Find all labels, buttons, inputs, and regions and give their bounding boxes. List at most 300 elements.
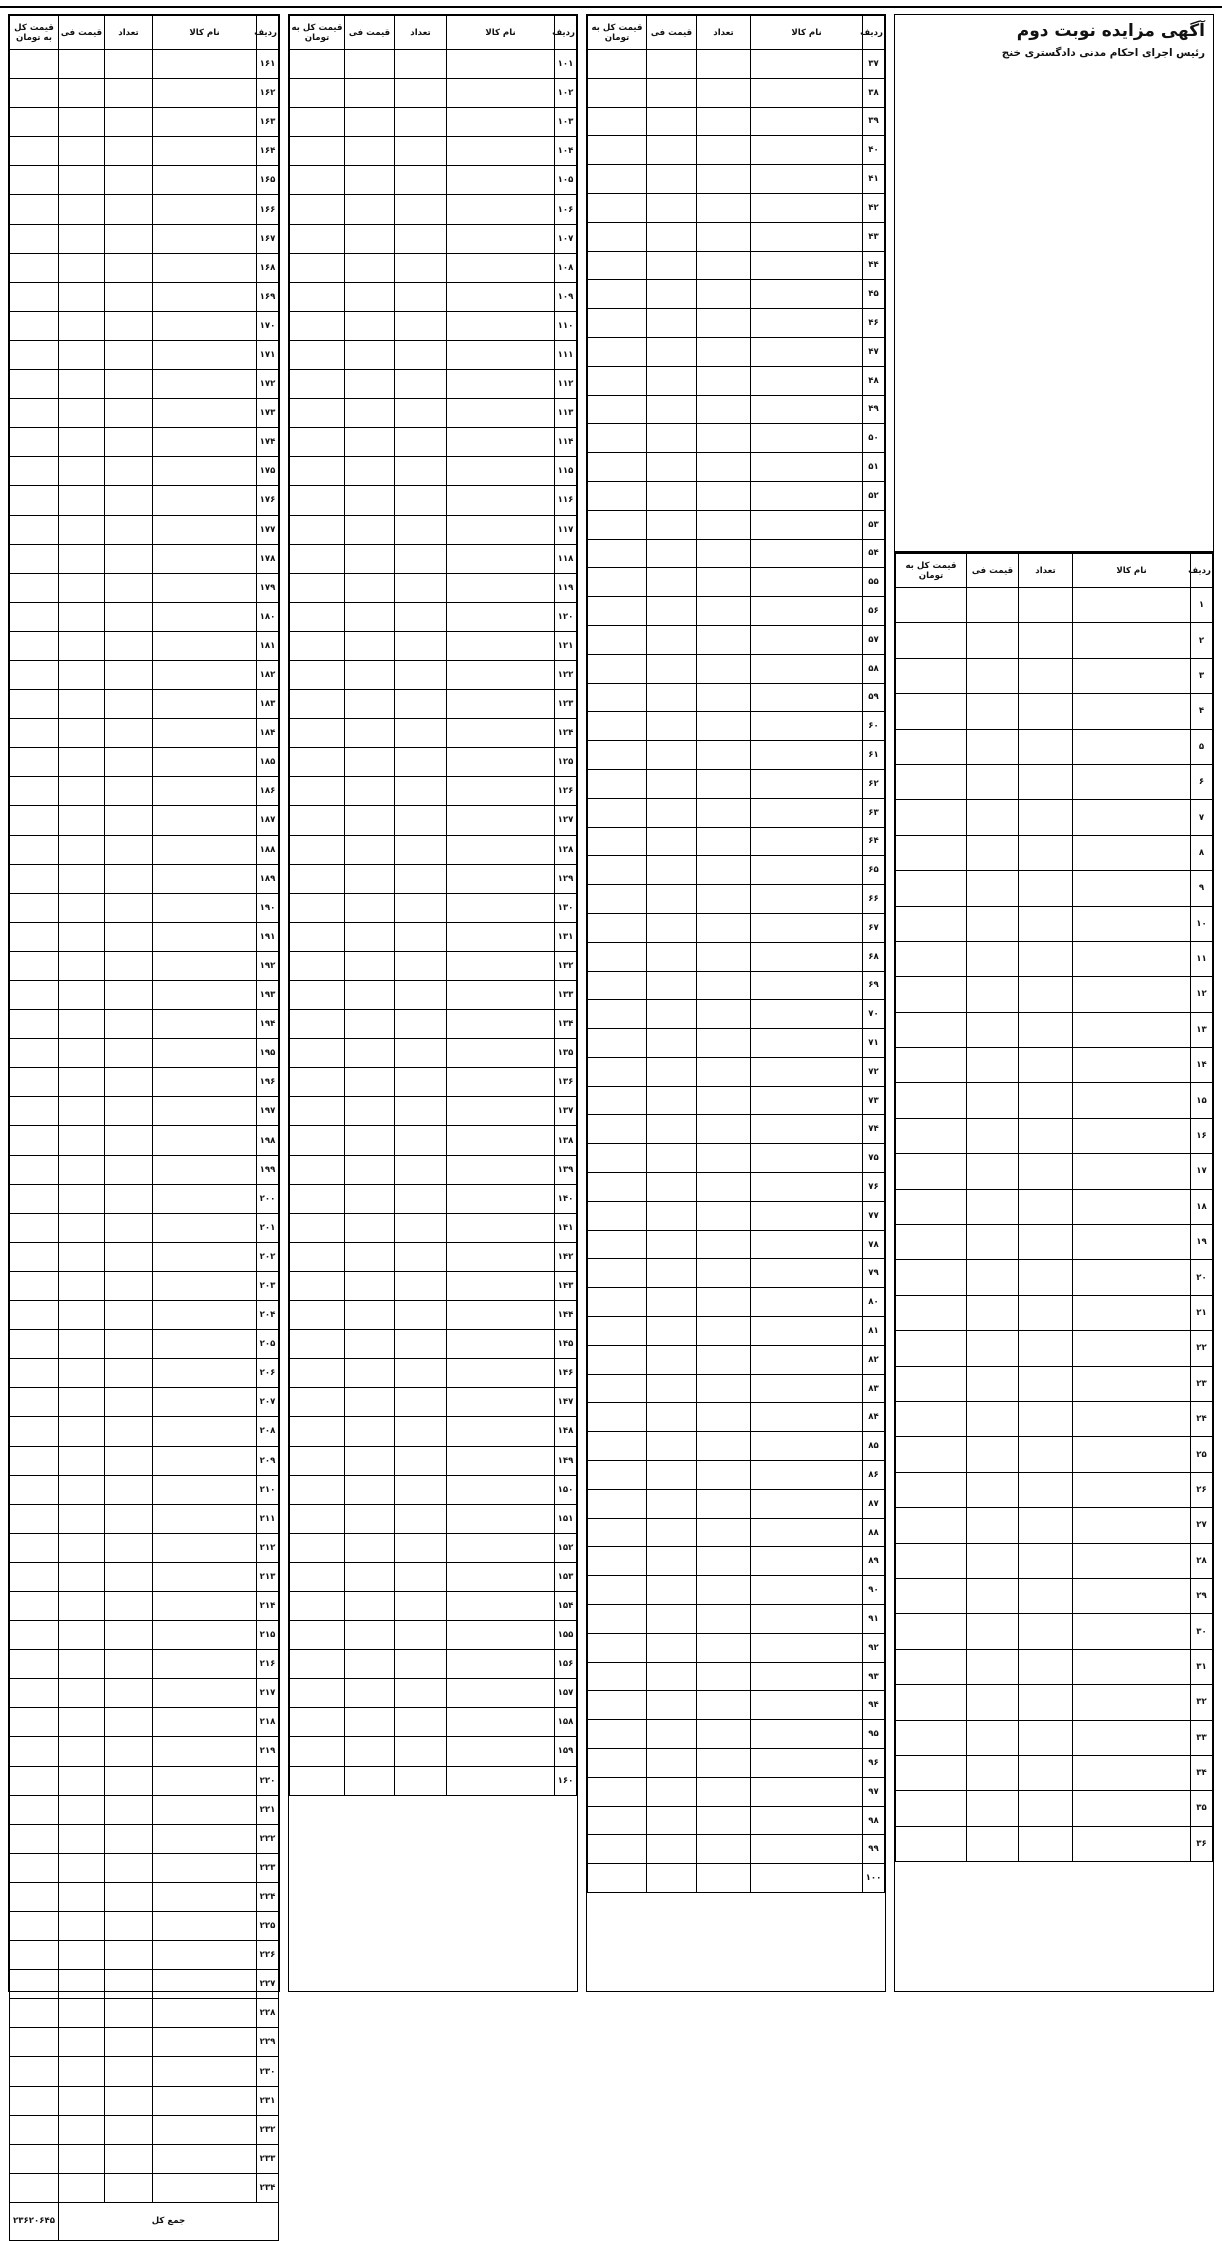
item-unit-price (59, 835, 105, 864)
table-row (588, 856, 885, 885)
item-total-price (290, 1766, 345, 1795)
item-total-price (896, 835, 967, 870)
item-name (153, 1301, 257, 1330)
item-unit-price (967, 1225, 1019, 1260)
item-total-price (290, 1271, 345, 1300)
row-number: ۱۱ (1191, 941, 1213, 976)
item-unit-price (345, 1708, 395, 1737)
row-number: ۲۰۰ (257, 1184, 279, 1213)
item-qty (395, 457, 447, 486)
grand-total-value: ۲۳۶۲۰۶۴۵ (10, 2202, 59, 2240)
item-total-price (10, 1068, 59, 1097)
item-name (447, 137, 555, 166)
item-unit-price (59, 2115, 105, 2144)
item-name (1073, 588, 1191, 623)
item-name (1073, 1578, 1191, 1613)
item-total-price (290, 1446, 345, 1475)
item-total-price (588, 1691, 647, 1720)
row-number: ۱۲۵ (555, 748, 577, 777)
item-qty (697, 1115, 751, 1144)
item-name (447, 1533, 555, 1562)
row-number: ۸۲ (863, 1345, 885, 1374)
item-total-price (10, 1562, 59, 1591)
item-unit-price (345, 1446, 395, 1475)
item-total-price (10, 282, 59, 311)
item-total-price (290, 1301, 345, 1330)
row-number: ۱۶۰ (555, 1766, 577, 1795)
item-qty (1019, 1472, 1073, 1507)
item-unit-price (647, 1749, 697, 1778)
item-total-price (10, 981, 59, 1010)
item-unit-price (345, 1417, 395, 1446)
item-total-price (588, 1749, 647, 1778)
row-number: ۱۲۱ (555, 631, 577, 660)
item-unit-price (59, 1388, 105, 1417)
row-number: ۱۷۳ (257, 399, 279, 428)
table-row (290, 1475, 577, 1504)
table-row (588, 827, 885, 856)
item-total-price (10, 1621, 59, 1650)
column-notice (894, 14, 1214, 1992)
item-name (447, 195, 555, 224)
item-total-price (10, 1301, 59, 1330)
item-qty (105, 486, 153, 515)
item-total-price (10, 1242, 59, 1271)
item-qty (395, 399, 447, 428)
item-name (751, 1835, 863, 1864)
item-qty (697, 50, 751, 79)
row-number: ۷ (1191, 800, 1213, 835)
item-total-price (896, 800, 967, 835)
row-number: ۲۱۴ (257, 1591, 279, 1620)
item-unit-price (59, 1533, 105, 1562)
item-qty (697, 1518, 751, 1547)
row-number: ۱۲ (1191, 977, 1213, 1012)
table-row (588, 885, 885, 914)
item-name (153, 1213, 257, 1242)
row-number: ۳۵ (1191, 1791, 1213, 1826)
header-total-price: قیمت کل به تومان (896, 554, 967, 588)
table-row (896, 623, 1213, 658)
item-qty (1019, 694, 1073, 729)
row-number: ۲۲۷ (257, 1970, 279, 1999)
table-row (290, 486, 577, 515)
item-qty (105, 806, 153, 835)
item-unit-price (345, 515, 395, 544)
item-qty (697, 913, 751, 942)
item-total-price (588, 741, 647, 770)
item-name (447, 1039, 555, 1068)
row-number: ۱۰ (1191, 906, 1213, 941)
item-total-price (10, 690, 59, 719)
row-number: ۱۳۵ (555, 1039, 577, 1068)
item-unit-price (345, 224, 395, 253)
item-total-price (290, 1621, 345, 1650)
item-total-price (588, 165, 647, 194)
item-unit-price (59, 1126, 105, 1155)
table-row (588, 1259, 885, 1288)
item-total-price (10, 719, 59, 748)
item-unit-price (345, 806, 395, 835)
item-name (751, 1489, 863, 1518)
item-unit-price (647, 1086, 697, 1115)
item-unit-price (59, 1562, 105, 1591)
item-unit-price (967, 1614, 1019, 1649)
item-qty (697, 78, 751, 107)
row-number: ۷۰ (863, 1000, 885, 1029)
item-unit-price (345, 282, 395, 311)
item-unit-price (967, 1118, 1019, 1153)
item-total-price (588, 827, 647, 856)
table-row (588, 1518, 885, 1547)
item-total-price (588, 1288, 647, 1317)
row-number: ۴۶ (863, 309, 885, 338)
item-name (751, 1432, 863, 1461)
table-row (896, 729, 1213, 764)
item-qty (105, 108, 153, 137)
item-qty (697, 1576, 751, 1605)
row-number: ۶۶ (863, 885, 885, 914)
item-total-price (290, 1330, 345, 1359)
table-row (290, 922, 577, 951)
item-unit-price (59, 922, 105, 951)
item-unit-price (59, 515, 105, 544)
item-total-price (10, 515, 59, 544)
item-unit-price (345, 719, 395, 748)
item-unit-price (647, 712, 697, 741)
item-unit-price (59, 1010, 105, 1039)
row-number: ۳۶ (1191, 1826, 1213, 1861)
table-row (588, 251, 885, 280)
item-total-price (588, 568, 647, 597)
table-row (10, 1068, 279, 1097)
row-number: ۶۰ (863, 712, 885, 741)
table-row (588, 798, 885, 827)
row-number: ۲۳۱ (257, 2086, 279, 2115)
table-header (896, 554, 1213, 588)
item-unit-price (647, 337, 697, 366)
item-name (751, 827, 863, 856)
item-qty (105, 2144, 153, 2173)
header-qty: تعداد (105, 16, 153, 50)
item-total-price (10, 1417, 59, 1446)
item-unit-price (647, 366, 697, 395)
item-qty (1019, 1401, 1073, 1436)
item-total-price (588, 1777, 647, 1806)
item-qty (1019, 1543, 1073, 1578)
item-qty (697, 1605, 751, 1634)
item-total-price (10, 2057, 59, 2086)
item-total-price (10, 864, 59, 893)
row-number: ۲۲۶ (257, 1941, 279, 1970)
row-number: ۱۸۹ (257, 864, 279, 893)
item-unit-price (647, 1518, 697, 1547)
table-row (10, 50, 279, 79)
row-number: ۴۸ (863, 366, 885, 395)
item-total-price (10, 2086, 59, 2115)
item-total-price (896, 1437, 967, 1472)
item-name (1073, 1118, 1191, 1153)
row-number: ۱۴ (1191, 1048, 1213, 1083)
item-unit-price (967, 1295, 1019, 1330)
item-unit-price (647, 1777, 697, 1806)
item-name (751, 424, 863, 453)
item-unit-price (647, 309, 697, 338)
item-name (153, 573, 257, 602)
row-number: ۵۵ (863, 568, 885, 597)
row-number: ۴۵ (863, 280, 885, 309)
item-unit-price (345, 79, 395, 108)
item-total-price (10, 1912, 59, 1941)
row-number: ۱۲۷ (555, 806, 577, 835)
item-unit-price (647, 1691, 697, 1720)
item-total-price (290, 515, 345, 544)
item-total-price (290, 573, 345, 602)
row-number: ۵۱ (863, 453, 885, 482)
item-unit-price (59, 690, 105, 719)
item-total-price (290, 486, 345, 515)
item-qty (1019, 941, 1073, 976)
row-number: ۱۷۸ (257, 544, 279, 573)
item-total-price (10, 1155, 59, 1184)
item-qty (105, 544, 153, 573)
item-unit-price (345, 864, 395, 893)
item-qty (1019, 835, 1073, 870)
row-number: ۱۵۲ (555, 1533, 577, 1562)
item-unit-price (345, 1126, 395, 1155)
item-qty (697, 280, 751, 309)
row-number: ۱۲۶ (555, 777, 577, 806)
item-name (153, 1621, 257, 1650)
table-row (10, 2057, 279, 2086)
row-number: ۴۴ (863, 251, 885, 280)
item-qty (105, 166, 153, 195)
row-number: ۱۷ (1191, 1154, 1213, 1189)
item-unit-price (647, 280, 697, 309)
table-row (588, 1144, 885, 1173)
item-unit-price (345, 631, 395, 660)
table-row (896, 1189, 1213, 1224)
table-row (588, 453, 885, 482)
item-total-price (10, 1650, 59, 1679)
item-name (751, 769, 863, 798)
table-row (10, 428, 279, 457)
item-qty (697, 885, 751, 914)
item-unit-price (647, 568, 697, 597)
item-total-price (588, 510, 647, 539)
table-row (10, 1155, 279, 1184)
row-number: ۱۵ (1191, 1083, 1213, 1118)
row-number: ۷۷ (863, 1201, 885, 1230)
table-row (10, 951, 279, 980)
item-name (751, 712, 863, 741)
table-row (588, 597, 885, 626)
table-row (290, 1533, 577, 1562)
item-name (751, 1403, 863, 1432)
item-unit-price (647, 395, 697, 424)
item-total-price (10, 1359, 59, 1388)
table-row (290, 1359, 577, 1388)
item-qty (105, 428, 153, 457)
row-number: ۱۱۴ (555, 428, 577, 457)
row-number: ۴۳ (863, 222, 885, 251)
item-total-price (290, 544, 345, 573)
item-name (447, 1068, 555, 1097)
item-qty (105, 1359, 153, 1388)
table-row (10, 2028, 279, 2057)
table-row (290, 1679, 577, 1708)
item-name (751, 1288, 863, 1317)
item-name (447, 79, 555, 108)
row-number: ۲۱۰ (257, 1475, 279, 1504)
item-total-price (10, 1388, 59, 1417)
row-number: ۷۴ (863, 1115, 885, 1144)
item-total-price (290, 719, 345, 748)
item-total-price (10, 399, 59, 428)
item-total-price (588, 1633, 647, 1662)
item-qty (395, 893, 447, 922)
item-total-price (588, 1720, 647, 1749)
table-header (290, 16, 577, 50)
table-row (10, 515, 279, 544)
row-number: ۱۲۹ (555, 864, 577, 893)
item-total-price (10, 806, 59, 835)
item-total-price (896, 1048, 967, 1083)
item-qty (105, 1213, 153, 1242)
item-name (751, 1662, 863, 1691)
row-number: ۲۰۱ (257, 1213, 279, 1242)
item-total-price (10, 1999, 59, 2028)
row-number: ۲۶ (1191, 1472, 1213, 1507)
row-number: ۲۱ (1191, 1295, 1213, 1330)
item-unit-price (59, 951, 105, 980)
item-qty (1019, 1685, 1073, 1720)
item-qty (395, 1184, 447, 1213)
row-number: ۱۷۷ (257, 515, 279, 544)
row-number: ۱۰۴ (555, 137, 577, 166)
item-total-price (290, 282, 345, 311)
item-name (153, 253, 257, 282)
item-total-price (896, 1791, 967, 1826)
item-name (1073, 1048, 1191, 1083)
table-row (588, 971, 885, 1000)
table-row (10, 1097, 279, 1126)
table-row (896, 1437, 1213, 1472)
item-name (153, 50, 257, 79)
row-number: ۱۴۱ (555, 1213, 577, 1242)
table-row (10, 777, 279, 806)
item-total-price (10, 2144, 59, 2173)
item-total-price (10, 137, 59, 166)
table-row (588, 424, 885, 453)
item-total-price (290, 340, 345, 369)
item-qty (395, 864, 447, 893)
item-total-price (290, 370, 345, 399)
item-qty (697, 683, 751, 712)
row-number: ۸۴ (863, 1403, 885, 1432)
item-qty (697, 1173, 751, 1202)
item-total-price (896, 871, 967, 906)
item-unit-price (647, 1403, 697, 1432)
item-qty (697, 481, 751, 510)
row-number: ۱۴۷ (555, 1388, 577, 1417)
item-name (447, 631, 555, 660)
item-qty (105, 835, 153, 864)
item-unit-price (59, 864, 105, 893)
item-unit-price (967, 1720, 1019, 1755)
table-row (896, 906, 1213, 941)
item-name (751, 1777, 863, 1806)
item-total-price (10, 1766, 59, 1795)
row-number: ۱۵۸ (555, 1708, 577, 1737)
item-unit-price (647, 1633, 697, 1662)
table-row (290, 544, 577, 573)
table-row (290, 602, 577, 631)
item-name (153, 137, 257, 166)
item-qty (697, 1201, 751, 1230)
item-name (153, 1068, 257, 1097)
item-qty (105, 864, 153, 893)
row-number: ۲۳۰ (257, 2057, 279, 2086)
item-name (153, 370, 257, 399)
item-unit-price (59, 1184, 105, 1213)
row-number: ۱۸۳ (257, 690, 279, 719)
item-name (447, 719, 555, 748)
item-unit-price (59, 137, 105, 166)
item-total-price (588, 193, 647, 222)
item-unit-price (967, 1649, 1019, 1684)
item-name (447, 1708, 555, 1737)
table-row (10, 399, 279, 428)
table-row (10, 1737, 279, 1766)
notice-title: آگهی مزایده نوبت دوم (1016, 21, 1205, 41)
row-number: ۱۱۲ (555, 370, 577, 399)
item-total-price (896, 1720, 967, 1755)
item-name (153, 835, 257, 864)
table-row (896, 1578, 1213, 1613)
item-name (153, 1591, 257, 1620)
item-unit-price (59, 1155, 105, 1184)
table-row (10, 1795, 279, 1824)
item-unit-price (59, 602, 105, 631)
item-unit-price (59, 253, 105, 282)
item-unit-price (59, 2086, 105, 2115)
item-total-price (588, 1057, 647, 1086)
item-qty (105, 1795, 153, 1824)
item-total-price (290, 602, 345, 631)
item-name (153, 1504, 257, 1533)
item-qty (105, 1999, 153, 2028)
item-name (751, 568, 863, 597)
row-number: ۱۴۵ (555, 1330, 577, 1359)
table-row (896, 871, 1213, 906)
item-qty (395, 1301, 447, 1330)
item-total-price (588, 1374, 647, 1403)
item-unit-price (59, 1591, 105, 1620)
item-unit-price (59, 1970, 105, 1999)
item-unit-price (345, 1591, 395, 1620)
table-row (10, 486, 279, 515)
item-total-price (896, 658, 967, 693)
table-row (290, 1766, 577, 1795)
item-qty (105, 602, 153, 631)
item-total-price (10, 777, 59, 806)
item-name (153, 690, 257, 719)
item-unit-price (647, 1345, 697, 1374)
item-name (447, 1388, 555, 1417)
item-unit-price (967, 1401, 1019, 1436)
item-qty (105, 777, 153, 806)
